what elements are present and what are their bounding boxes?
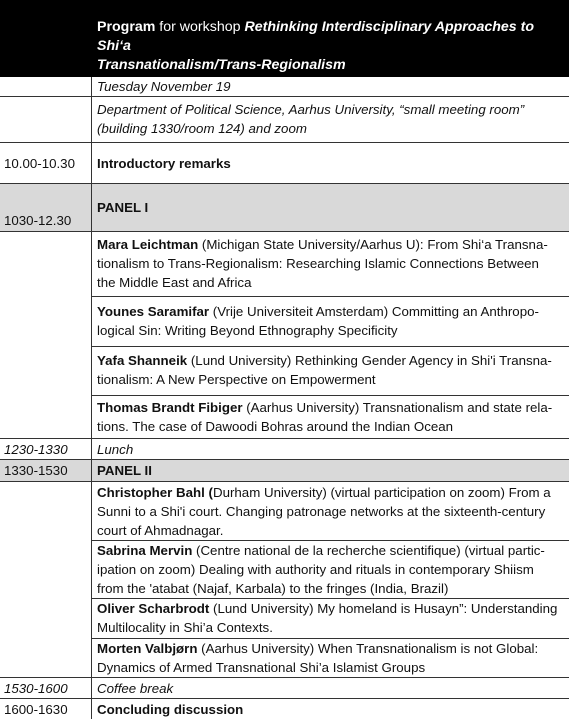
talk-line: (Aarhus University) Transnationalism and state rela-	[242, 400, 553, 415]
lunch-time: 1230-1330	[4, 442, 68, 457]
talk-row	[0, 482, 569, 540]
talk-line: logical Sin: Writing Beyond Ethnography Specificity	[97, 323, 398, 338]
talk-line: from the 'atabat (Najaf, Karbala) to the fringes (India, Brazil)	[97, 581, 449, 596]
location-line1: Department of Political Science, Aarhus University, “small meeting room”	[97, 102, 525, 117]
speaker-name: Sabrina Mervin	[97, 543, 193, 558]
lunch-label: Lunch	[97, 442, 134, 457]
speaker-name: Yafa Shanneik	[97, 353, 188, 368]
talk-text	[97, 639, 567, 677]
speaker-name: Mara Leichtman	[97, 237, 199, 252]
concluding-row	[0, 699, 569, 719]
talk-row	[0, 232, 569, 296]
talk-line: Dynamics of Armed Transnational Shi’a Islamist Groups	[97, 660, 426, 675]
location-row	[0, 97, 569, 143]
location-text	[97, 100, 567, 138]
concluding-time: 1600-1630	[4, 702, 68, 717]
talk-line: tionalism to Trans-Regionalism: Researching Islamic Connections Between	[97, 256, 539, 271]
program-title	[97, 18, 567, 75]
panel2-time: 1330-1530	[4, 463, 68, 478]
coffee-time: 1530-1600	[4, 681, 68, 696]
intro-label: Introductory remarks	[97, 156, 231, 171]
talk-line: ipation on zoom) Dealing with authority and rituals in contemporary Shiism	[97, 562, 534, 577]
talk-row	[0, 639, 569, 678]
panel2-row	[0, 460, 569, 482]
talk-line: the Middle East and Africa	[97, 275, 252, 290]
panel1-time: 1030-12.30	[4, 213, 72, 228]
date-row	[0, 77, 569, 97]
talk-line: (Vrije Universiteit Amsterdam) Committing an Anthropo-	[209, 304, 539, 319]
program-header	[0, 0, 569, 77]
speaker-name: Younes Saramifar	[97, 304, 210, 319]
talk-row	[0, 297, 569, 346]
talk-line: Durham University) (virtual participation on zoom) From a	[212, 485, 551, 500]
talk-line: (Centre national de la recherche scientifique) (virtual partic-	[192, 543, 545, 558]
program-middle: for workshop	[155, 19, 245, 35]
talk-row	[0, 541, 569, 598]
speaker-name: Oliver Scharbrodt	[97, 601, 210, 616]
talk-text	[97, 599, 567, 637]
panel2-label: PANEL II	[97, 463, 152, 478]
talk-line: Sunni to a Shi'i court. Changing patronage networks at the sixteenth-century	[97, 504, 546, 519]
talk-line: tionalism: A New Perspective on Empowerment	[97, 372, 376, 387]
talk-line: tions. The case of Dawoodi Bohras around the Indian Ocean	[97, 419, 454, 434]
speaker-name: Christopher Bahl (	[97, 485, 213, 500]
talk-text	[97, 398, 567, 436]
speaker-name: Morten Valbjørn	[97, 641, 198, 656]
talk-text	[97, 483, 567, 540]
speaker-name: Thomas Brandt Fibiger	[97, 400, 243, 415]
date-text: Tuesday November 19	[97, 79, 231, 94]
talk-text	[97, 351, 567, 389]
panel1-label: PANEL I	[97, 200, 149, 215]
workshop-title-line2: Transnationalism/Trans-Regionalism	[97, 57, 346, 73]
talk-text	[97, 541, 567, 598]
coffee-row	[0, 678, 569, 699]
talk-text	[97, 302, 567, 340]
talk-row	[0, 347, 569, 395]
workshop-title-line1: Rethinking Interdisciplinary Approaches to Shi‘a	[97, 19, 535, 54]
talk-row	[0, 396, 569, 439]
intro-row	[0, 143, 569, 184]
talk-line: Multilocality in Shi’a Contexts.	[97, 620, 273, 635]
location-line2: (building 1330/room 124) and zoom	[97, 121, 307, 136]
intro-time: 10.00-10.30	[4, 156, 75, 171]
lunch-row	[0, 439, 569, 460]
talk-line: court of Ahmadnagar.	[97, 523, 224, 538]
talk-line: (Lund University) Rethinking Gender Agency in Shi'i Transna-	[187, 353, 552, 368]
coffee-label: Coffee break	[97, 681, 174, 696]
talk-text	[97, 235, 567, 292]
program-lead: Program	[97, 19, 156, 35]
talk-line: (Aarhus University) When Transnationalism is not Global:	[197, 641, 539, 656]
talk-row	[0, 599, 569, 638]
concluding-label: Concluding discussion	[97, 702, 244, 717]
panel1-row	[0, 184, 569, 232]
talk-line: (Michigan State University/Aarhus U): From Shi‘a Transna-	[198, 237, 548, 252]
talk-line: (Lund University) My homeland is Husayn”: Understanding	[209, 601, 558, 616]
